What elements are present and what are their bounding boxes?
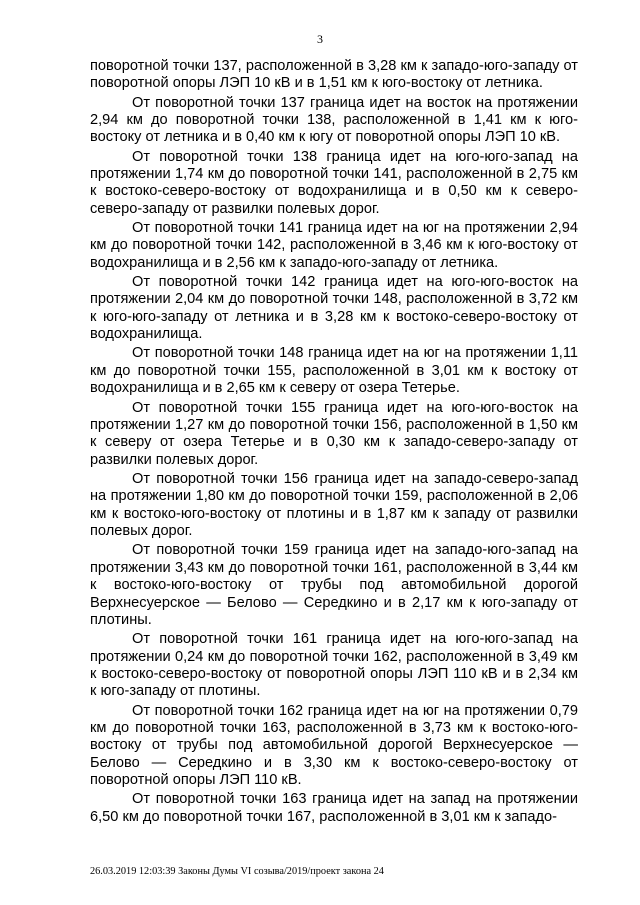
paragraph: От поворотной точки 161 граница идет на юго-юго-запад на протяжении 0,24 км до поворотной точки 162, расположенной в 3,49 км к востоко-северо-востоку от поворотной опоры ЛЭП 110 кВ и в 2,34 км к юго-западу от плотины. [90,631,578,700]
paragraph: От поворотной точки 137 граница идет на восток на протяжении 2,94 км до поворотной точки 138, расположенной в 1,41 км к юго-востоку от летника и в 0,40 км к югу от поворотной опоры ЛЭП 10 кВ. [90,94,578,146]
paragraph: поворотной точки 137, расположенной в 3,28 км к западо-юго-западу от поворотной опоры ЛЭП 10 кВ и в 1,51 км к юго-востоку от летника. [90,58,578,92]
page-number: 3 [317,32,323,46]
document-body [90,58,578,828]
paragraph: От поворотной точки 159 граница идет на западо-юго-запад на протяжении 3,43 км до поворотной точки 161, расположенной в 3,44 км к востоко-юго-востоку от трубы под автомобильной дорогой Верхнесуерское — Белово — Середкино и в 2,17 км к юго-западу от плотины. [90,542,578,628]
paragraph: От поворотной точки 155 граница идет на юго-юго-восток на протяжении 1,27 км до поворотной точки 156, расположенной в 1,50 км к северу от озера Тетерье и в 0,30 км к западо-северо-западу от развилки полевых дорог. [90,399,578,468]
paragraph: От поворотной точки 156 граница идет на западо-северо-запад на протяжении 1,80 км до поворотной точки 159, расположенной в 2,06 км к востоко-юго-востоку от плотины и в 1,87 км к западу от развилки полевых дорог. [90,470,578,540]
paragraph: От поворотной точки 142 граница идет на юго-юго-восток на протяжении 2,04 км до поворотной точки 148, расположенной в 3,72 км к юго-юго-западу от летника и в 3,28 км к востоко-северо-востоку от водохранилища. [90,274,578,343]
paragraph: От поворотной точки 141 граница идет на юг на протяжении 2,94 км до поворотной точки 142, расположенной в 3,46 км к юго-востоку от водохранилища и в 2,56 км к западо-юго-западу от летника. [90,220,578,271]
paragraph: От поворотной точки 148 граница идет на юг на протяжении 1,11 км до поворотной точки 155, расположенной в 3,01 км к востоку от водохранилища и в 2,65 км к северу от озера Тетерье. [90,345,578,397]
paragraph: От поворотной точки 162 граница идет на юг на протяжении 0,79 км до поворотной точки 163, расположенной в 3,73 км к востоко-юго-востоку от трубы под автомобильной дорогой Верхнесуерское — Белово — Середкино и в 3,30 км к востоко-северо-востоку от поворотной опоры ЛЭП 110 кВ. [90,702,578,789]
paragraph: От поворотной точки 138 граница идет на юго-юго-запад на протяжении 1,74 км до поворотной точки 141, расположенной в 2,75 км к востоко-северо-востоку от водохранилища и в 0,50 км к северо-северо-западу от развилки полевых дорог. [90,148,578,217]
document-footer: 26.03.2019 12:03:39 Законы Думы VI созыва/2019/проект закона 24 [90,866,384,877]
paragraph: От поворотной точки 163 граница идет на запад на протяжении 6,50 км до поворотной точки 167, расположенной в 3,01 км к западо- [90,791,578,825]
